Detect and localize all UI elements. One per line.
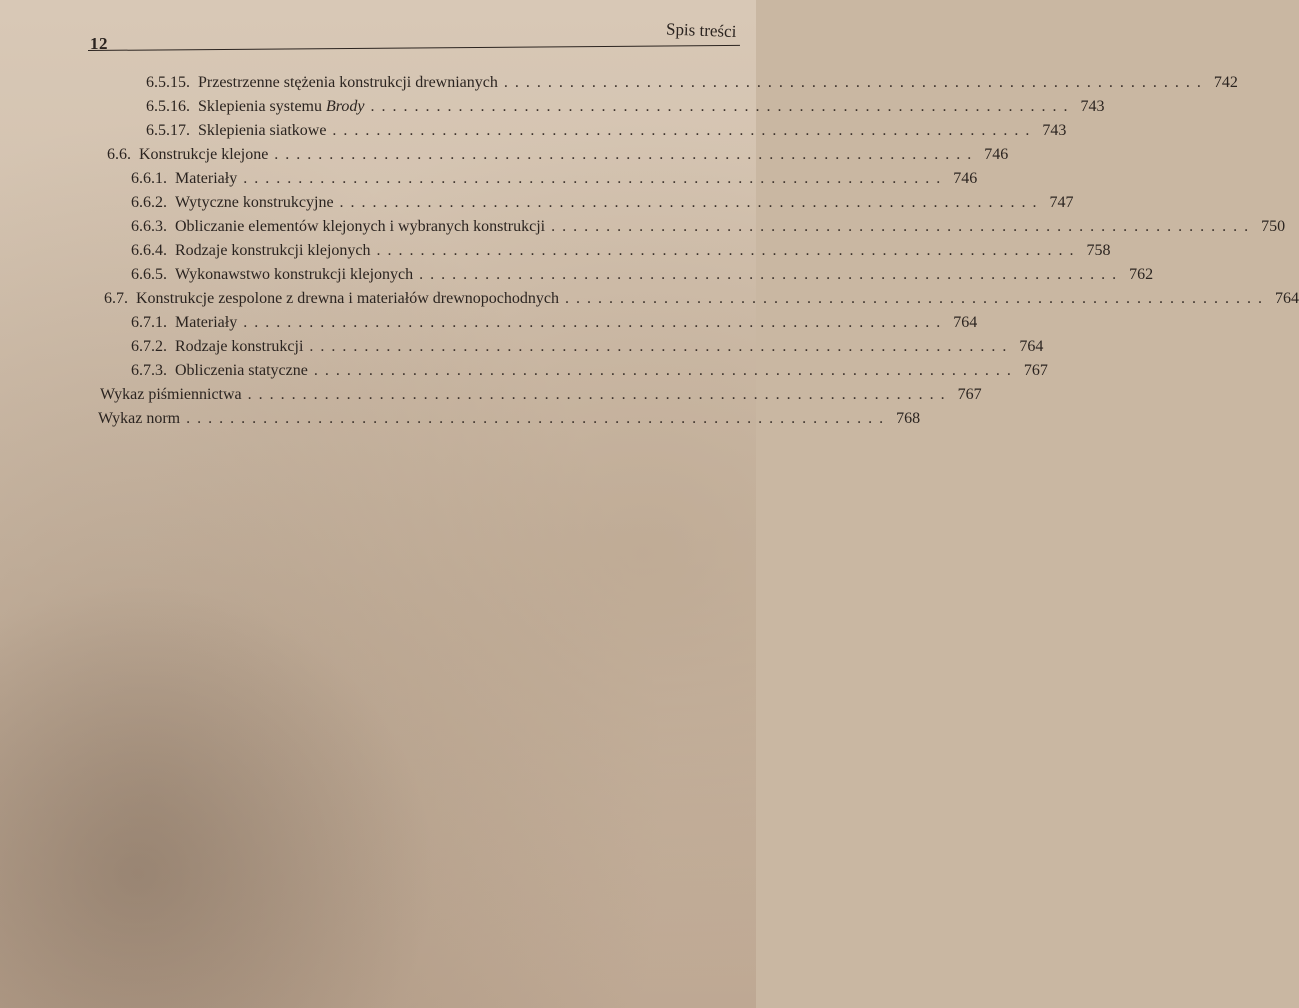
toc-entry-title — [198, 98, 365, 116]
toc-entry-title: Przestrzenne stężenia konstrukcji drewnianych — [198, 74, 498, 91]
toc-leader-dots: ................................................................ — [339, 194, 1044, 211]
toc-entry-number: 6.5.16. — [146, 98, 190, 115]
toc-entry-title: Wykaz norm — [98, 410, 181, 427]
toc-entry-number: 6.5.17. — [146, 122, 190, 139]
toc-leader-dots: ................................................................ — [564, 290, 1269, 307]
toc-leader-dots: ................................................................ — [503, 74, 1208, 91]
toc-entry-number: 6.6.5. — [131, 266, 167, 283]
toc-entry-title: Rodzaje konstrukcji klejonych — [175, 242, 371, 259]
toc-entry-page: 758 — [1086, 242, 1111, 259]
page-number: 12 — [90, 34, 108, 53]
toc-entry-page: 764 — [1274, 290, 1299, 307]
toc-entry-page: 767 — [957, 386, 982, 403]
toc-entry — [100, 386, 982, 408]
toc-entry-number: 6.6. — [107, 146, 131, 163]
toc-leader-dots: ................................................................ — [309, 338, 1014, 355]
toc-entry-title-italic: Brody — [325, 98, 365, 115]
toc-entry — [131, 242, 1111, 264]
toc-entry-page: 747 — [1049, 194, 1074, 211]
toc-entry-number: 6.6.4. — [131, 242, 167, 259]
toc-leader-dots: ................................................................ — [243, 170, 948, 187]
toc-entry-number: 6.6.3. — [131, 218, 167, 235]
toc-entry-title: Obliczanie elementów klejonych i wybranych konstrukcji — [175, 218, 546, 235]
toc-entry-title: Rodzaje konstrukcji — [175, 338, 304, 355]
toc-entry — [131, 362, 1048, 384]
toc-entry-number: 6.7.1. — [131, 314, 167, 331]
toc-entry-page: 750 — [1261, 218, 1286, 235]
toc-entry-page: 768 — [896, 410, 921, 427]
toc-entry-page: 743 — [1080, 98, 1105, 115]
toc-entry — [104, 290, 1299, 312]
toc-leader-dots: ................................................................ — [243, 314, 948, 331]
toc-entry-page: 767 — [1023, 362, 1048, 379]
toc-entry-page: 746 — [984, 146, 1009, 163]
toc-entry-number: 6.7.2. — [131, 338, 167, 355]
toc-entry-number: 6.7. — [104, 290, 128, 307]
toc-entry-title: Obliczenia statyczne — [175, 362, 308, 379]
toc-entry — [146, 98, 1105, 120]
toc-entry — [131, 314, 978, 336]
toc-entry — [131, 170, 978, 192]
toc-entry — [131, 218, 1286, 240]
toc-entry-page: 743 — [1042, 122, 1067, 139]
toc-entry — [131, 266, 1154, 288]
toc-entry-page: 762 — [1129, 266, 1154, 283]
toc-leader-dots: ................................................................ — [274, 146, 979, 163]
toc-entry-page: 764 — [953, 314, 978, 331]
toc-entry-title: Wykonawstwo konstrukcji klejonych — [175, 266, 414, 283]
toc-entry — [107, 146, 1009, 168]
toc-entry-title: Wytyczne konstrukcyjne — [175, 194, 334, 211]
toc-entry — [146, 122, 1067, 144]
toc-leader-dots: ................................................................ — [376, 242, 1081, 259]
toc-entry-title: Sklepienia siatkowe — [198, 122, 327, 139]
toc-entry-number: 6.5.15. — [146, 74, 190, 91]
toc-entry-title: Materiały — [175, 314, 238, 331]
toc-entry-number: 6.6.1. — [131, 170, 167, 187]
toc-leader-dots: ................................................................ — [419, 266, 1124, 283]
toc-entry — [131, 194, 1074, 216]
toc-leader-dots: ................................................................ — [551, 218, 1256, 235]
toc-leader-dots: ................................................................ — [332, 122, 1037, 139]
toc-entry-title-text: Sklepienia systemu — [198, 98, 326, 115]
toc-leader-dots: ................................................................ — [186, 410, 891, 427]
toc-leader-dots: ................................................................ — [313, 362, 1018, 379]
hand-shadow — [0, 560, 460, 1008]
toc-entry-title: Konstrukcje klejone — [139, 146, 269, 163]
toc-entry — [146, 74, 1238, 96]
toc-entry-page: 742 — [1213, 74, 1238, 91]
toc-entry — [98, 410, 921, 432]
toc-entry-page: 764 — [1019, 338, 1044, 355]
toc-entry-number: 6.7.3. — [131, 362, 167, 379]
toc-entry-page: 746 — [953, 170, 978, 187]
toc-entry-title: Konstrukcje zespolone z drewna i materiałów drewnopochodnych — [136, 290, 559, 307]
toc-entry-title: Materiały — [175, 170, 238, 187]
running-head: Spis treści — [665, 19, 737, 41]
toc-leader-dots: ................................................................ — [247, 386, 952, 403]
toc-leader-dots: ................................................................ — [370, 98, 1075, 115]
toc-entry-title: Wykaz piśmiennictwa — [100, 386, 242, 403]
toc-entry-number: 6.6.2. — [131, 194, 167, 211]
toc-entry — [131, 338, 1044, 360]
